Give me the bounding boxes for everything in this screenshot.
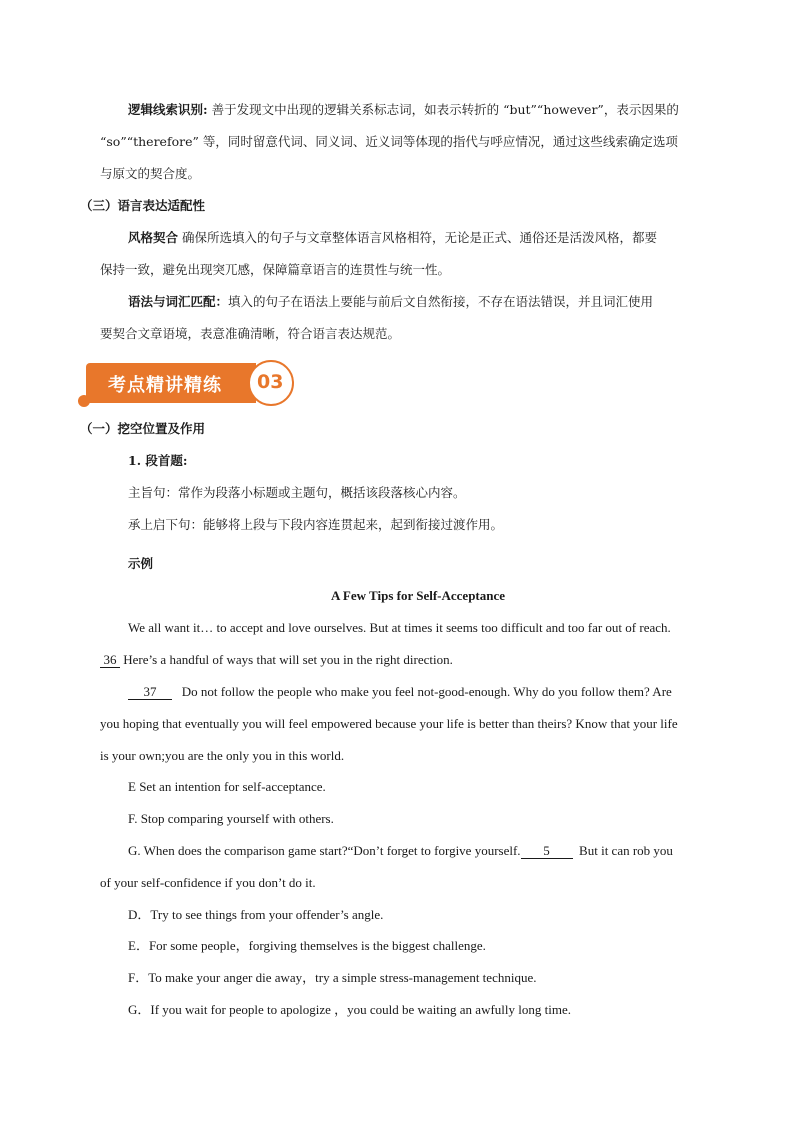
clue-label: 逻辑线索识别:	[128, 102, 208, 117]
blank-37: 37	[128, 685, 172, 700]
option-g2: G．If you wait for people to apologize ，you could be waiting an awfully long time.	[128, 1002, 571, 1017]
grammar-paragraph-line2: 要契合文章语境，表意准确清晰，符合语言表达规范。	[100, 326, 401, 341]
part1-subheading: 1. 段首题:	[128, 453, 188, 468]
banner-dot-icon	[78, 395, 90, 407]
grammar-paragraph-line1	[128, 294, 653, 310]
section-banner	[78, 360, 303, 406]
passage-p2-line2: you hoping that eventually you will feel empowered because your life is better than theirs? Know that your life	[100, 716, 678, 731]
passage-p1-line2-text: Here’s a handful of ways that will set you in the right direction.	[120, 652, 453, 667]
style-text-1: 确保所选填入的句子与文章整体语言风格相符，无论是正式、通俗还是活泼风格，都要	[178, 230, 657, 245]
clue-text-1: 善于发现文中出现的逻辑关系标志词，如表示转折的 “but”“however”，表示因果的	[207, 102, 679, 117]
passage-p2-line1-text: Do not follow the people who make you feel not-good-enough. Why do you follow them? Are	[181, 684, 672, 699]
grammar-text-1: 填入的句子在语法上要能与前后文自然衔接，不存在语法错误，并且词汇使用	[228, 294, 654, 309]
style-paragraph-line1	[128, 230, 657, 246]
banner-title: 考点精讲精练	[108, 375, 222, 396]
clue-paragraph-line3: 与原文的契合度。	[100, 166, 201, 181]
transition-sentence-note: 承上启下句：能够将上段与下段内容连贯起来，起到衔接过渡作用。	[128, 517, 504, 532]
option-g-text: G. When does the comparison game start?“Don’t forget to forgive yourself.	[128, 843, 521, 858]
passage-p2-line3: is your own;you are the only you in this world.	[100, 748, 345, 763]
option-g-line2: of your self-confidence if you don’t do it.	[100, 875, 316, 890]
part1-heading: （一）挖空位置及作用	[80, 421, 206, 436]
option-e2: E．For some people，forgiving themselves is the biggest challenge.	[128, 938, 486, 953]
passage-p2-line1	[128, 684, 672, 700]
option-f2: F．To make your anger die away，try a simple stress-management technique.	[128, 970, 537, 985]
blank-5: 5	[521, 844, 573, 859]
example-label: 示例	[128, 556, 154, 571]
passage-p1-line2	[100, 652, 453, 668]
style-paragraph-line2: 保持一致，避免出现突兀感，保障篇章语言的连贯性与统一性。	[100, 262, 451, 277]
clue-paragraph-line2: “so”“therefore” 等，同时留意代词、同义词、近义词等体现的指代与呼应情况，通过这些线索确定选项	[100, 134, 678, 149]
option-g-line1	[128, 843, 673, 859]
option-d2: D．Try to see things from your offender’s angle.	[128, 907, 384, 922]
blank-36: 36	[100, 653, 120, 668]
topic-sentence-note: 主旨句：常作为段落小标题或主题句，概括该段落核心内容。	[128, 485, 466, 500]
style-label: 风格契合	[128, 230, 179, 245]
banner-number: 03	[257, 371, 284, 393]
clue-paragraph-line1	[128, 102, 679, 118]
passage-p1-line1: We all want it… to accept and love ourselves. But at times it seems too difficult and too far out of reach.	[128, 620, 671, 635]
option-e: E Set an intention for self-acceptance.	[128, 779, 326, 794]
section3-heading: （三）语言表达适配性	[80, 198, 206, 213]
option-g-after-blank: But it can rob you	[579, 843, 673, 858]
grammar-label: 语法与词汇匹配：	[128, 294, 229, 309]
option-f: F. Stop comparing yourself with others.	[128, 811, 334, 826]
passage-title: A Few Tips for Self-Acceptance	[331, 588, 506, 603]
